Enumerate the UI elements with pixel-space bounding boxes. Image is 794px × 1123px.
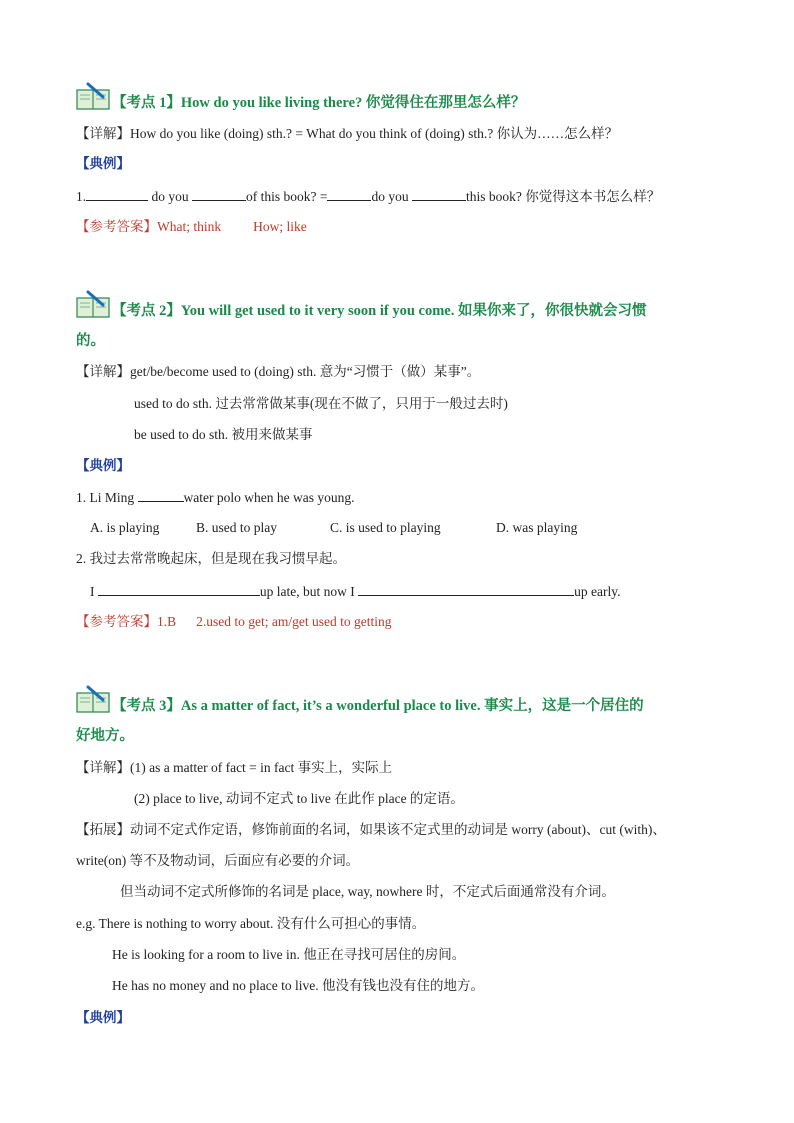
section-3-heading	[112, 696, 644, 716]
section-2-example-label: 【典例】	[76, 458, 130, 473]
section-2-detail	[76, 362, 480, 382]
answer-blank	[358, 581, 574, 596]
section-3-detail-sub: (2) place to live, 动词不定式 to live 在此作 place 的定语。	[134, 791, 464, 806]
question-text: of this book? =	[246, 189, 328, 204]
answer-blank	[138, 487, 184, 502]
section-3-detail	[76, 758, 392, 778]
option-b: B. used to play	[196, 520, 277, 535]
book-icon	[76, 290, 110, 318]
extension-text: 动词不定式作定语，修饰前面的名词，如果该不定式里的动词是 worry (about)、cut (with)、	[130, 822, 666, 837]
section-1-question-1	[76, 186, 660, 207]
section-3-heading-text: As a matter of fact, it’s a wonderful place to live. 事实上，这是一个居住的	[180, 698, 644, 714]
example-sentence-2: He is looking for a room to live in. 他正在寻找可居住的房间。	[112, 947, 466, 962]
section-2-sub-2: be used to do sth. 被用来做某事	[134, 427, 313, 442]
extension-label: 【拓展】	[76, 822, 130, 837]
answer-text: 1.B	[157, 614, 177, 629]
section-3-extension-cont: write(on) 等不及物动词，后面应有必要的介词。	[76, 853, 360, 868]
section-3-extension	[76, 820, 666, 840]
section-2-heading	[112, 301, 646, 321]
question-text: do you	[151, 189, 189, 204]
question-text: 1. Li Ming	[76, 490, 135, 505]
question-text: this book? 你觉得这本书怎么样？	[465, 189, 661, 204]
section-2-question-2: 2. 我过去常常晚起床，但是现在我习惯早起。	[76, 551, 346, 566]
section-1-heading-open: 【考点 1】	[112, 95, 181, 111]
question-text: do you	[371, 189, 409, 204]
section-2-heading-text: You will get used to it very soon if you come. 如果你来了，你很快就会习惯	[180, 303, 647, 319]
answer-text: How; like	[253, 219, 307, 234]
section-2-answer	[76, 612, 391, 632]
section-1-answer	[76, 217, 307, 237]
answer-blank	[192, 186, 246, 201]
section-2-question-1	[76, 487, 354, 508]
question-text: up early.	[574, 584, 621, 599]
section-3-extension-note: 但当动词不定式所修饰的名词是 place, way, nowhere 时，不定式后面通常没有介词。	[120, 884, 615, 899]
section-3-example-label: 【典例】	[76, 1010, 130, 1025]
question-text: water polo when he was young.	[183, 490, 355, 505]
answer-label: 【参考答案】	[76, 219, 157, 234]
section-1-heading-text: How do you like living there? 你觉得住在那里怎么样？	[180, 95, 526, 111]
book-icon	[76, 685, 110, 713]
section-1-heading	[112, 93, 525, 113]
answer-text: What; think	[157, 219, 222, 234]
section-3-heading-cont: 好地方。	[76, 728, 134, 744]
section-2-heading-cont: 的。	[76, 333, 105, 349]
section-2-sub-1: used to do sth. 过去常常做某事(现在不做了，只用于一般过去时)	[134, 396, 508, 411]
answer-blank	[412, 186, 466, 201]
section-2-question-2-fill	[90, 581, 620, 602]
detail-text: How do you like (doing) sth.? = What do you think of (doing) sth.? 你认为……怎么样？	[130, 126, 619, 141]
question-text: up late, but now I	[259, 584, 355, 599]
option-c: C. is used to playing	[330, 520, 441, 535]
option-a: A. is playing	[90, 520, 160, 535]
section-1-detail	[76, 124, 618, 144]
option-d: D. was playing	[496, 520, 578, 535]
question-text: I	[90, 584, 95, 599]
answer-blank	[327, 186, 371, 201]
book-icon	[76, 82, 110, 110]
section-3-heading-open: 【考点 3】	[112, 698, 181, 714]
example-sentence-3: He has no money and no place to live. 他没有钱也没有住的地方。	[112, 978, 484, 993]
answer-text: 2.used to get; am/get used to getting	[196, 614, 392, 629]
detail-text: get/be/become used to (doing) sth. 意为“习惯于（做）某事”。	[130, 364, 481, 379]
section-1-example-label: 【典例】	[76, 156, 130, 171]
answer-label: 【参考答案】	[76, 614, 157, 629]
answer-blank	[86, 186, 148, 201]
section-2-heading-open: 【考点 2】	[112, 303, 181, 319]
detail-text: (1) as a matter of fact = in fact 事实上，实际上	[130, 760, 393, 775]
detail-label: 【详解】	[76, 364, 130, 379]
detail-label: 【详解】	[76, 126, 130, 141]
example-sentence-1: e.g. There is nothing to worry about. 没有什么可担心的事情。	[76, 916, 426, 931]
answer-blank	[98, 581, 260, 596]
question-number: 1.	[76, 189, 87, 204]
detail-label: 【详解】	[76, 760, 130, 775]
